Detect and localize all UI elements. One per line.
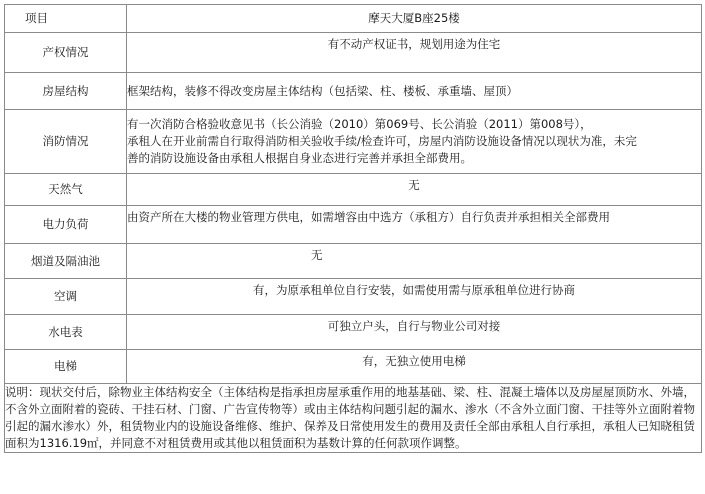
row-label-natural-gas: 天然气 <box>5 174 127 206</box>
property-spec-table <box>4 4 702 453</box>
property-info-document <box>4 4 701 453</box>
row-value-natural-gas: 无 <box>127 174 702 206</box>
table-row-ownership <box>5 33 702 73</box>
table-row-natural-gas <box>5 174 702 206</box>
row-value-fire-safety <box>127 110 702 174</box>
table-row-flue <box>5 244 702 279</box>
table-row-air-conditioning <box>5 279 702 315</box>
row-label-air-conditioning: 空调 <box>5 279 127 315</box>
row-label-elevator: 电梯 <box>5 350 127 384</box>
table-row-header <box>5 5 702 33</box>
fire-safety-line-3: 善的消防设施设备由承租人根据自身业态进行完善并承担全部费用。 <box>127 151 472 165</box>
row-value-elevator: 有，无独立使用电梯 <box>127 350 702 384</box>
table-row-power-load <box>5 206 702 244</box>
note-cell <box>5 384 702 453</box>
row-label-ownership: 产权情况 <box>5 33 127 73</box>
row-label-utility-meter: 水电表 <box>5 315 127 350</box>
table-row-note <box>5 384 702 453</box>
note-text: 说明：现状交付后，除物业主体结构安全（主体结构是指承担房屋承重作用的地基基础、梁、柱、混凝土墙体以及房屋屋顶防水、外墙，不含外立面附着的瓷砖、干挂石材、门窗、广告宣传物等）或由主体结构问题引起的漏水、渗水（不含外立面门窗、干挂等外立面附着物引起的漏水渗水）外，租赁物业内的设施设备维修、维护、保养及日常使用发生的费用及责任全部由承租人自行承担，承租人已知晓租赁面积为1316.19㎡，并同意不对租赁费用或其他以租赁面积为基数计算的任何款项作调整。 <box>5 385 695 450</box>
row-label-structure: 房屋结构 <box>5 73 127 110</box>
fire-safety-line-2: 承租人在开业前需自行取得消防相关验收手续/检查许可，房屋内消防设施设备情况以现状为准，未完 <box>127 134 637 148</box>
row-label-flue: 烟道及隔油池 <box>5 244 127 279</box>
table-row-elevator <box>5 350 702 384</box>
table-row-structure <box>5 73 702 110</box>
table-row-utility-meter <box>5 315 702 350</box>
row-value-ownership: 有不动产权证书，规划用途为住宅 <box>127 33 702 73</box>
table-row-fire-safety <box>5 110 702 174</box>
row-value-utility-meter: 可独立户头，自行与物业公司对接 <box>127 315 702 350</box>
row-value-flue: 无 <box>127 244 702 279</box>
fire-safety-line-1: 有一次消防合格验收意见书（长公消验（2010）第069号、长公消验（2011）第008号）， <box>127 117 592 131</box>
row-value-power-load: 由资产所在大楼的物业管理方供电，如需增容由中选方（承租方）自行负责并承担相关全部费用 <box>127 206 702 244</box>
row-value-structure: 框架结构，装修不得改变房屋主体结构（包括梁、柱、楼板、承重墙、屋顶） <box>127 73 702 110</box>
row-label-power-load: 电力负荷 <box>5 206 127 244</box>
row-label-fire-safety: 消防情况 <box>5 110 127 174</box>
header-label: 项目 <box>5 5 127 33</box>
row-value-air-conditioning: 有，为原承租单位自行安装，如需使用需与原承租单位进行协商 <box>127 279 702 315</box>
header-value: 摩天大厦B座25楼 <box>127 5 702 33</box>
